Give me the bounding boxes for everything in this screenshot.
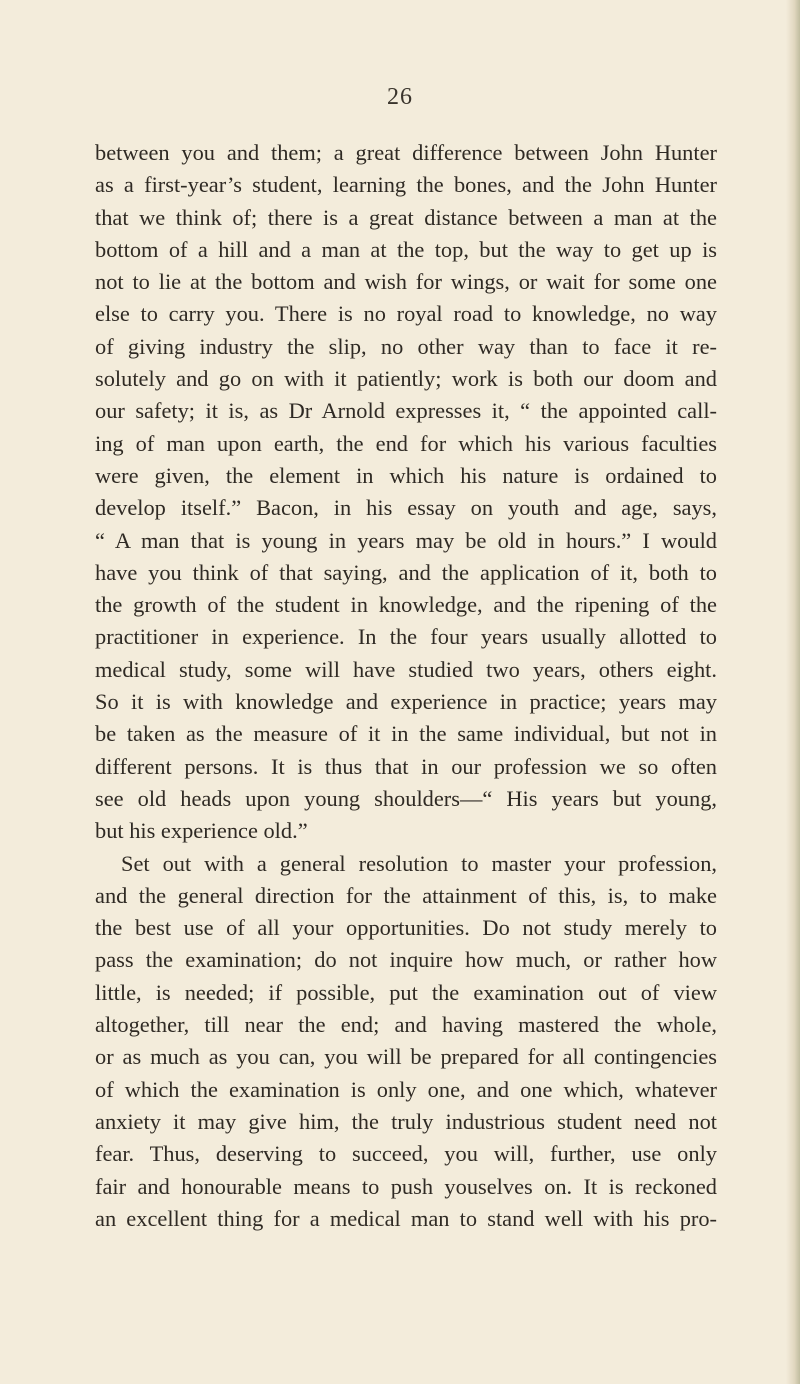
text-line: the best use of all your opportunities. Do not study merely to: [95, 915, 717, 941]
text-line: see old heads upon young shoulders—“ His years but young,: [95, 785, 717, 811]
text-line: medical study, some will have studied two years, others eight.: [95, 656, 717, 682]
text-line: different persons. It is thus that in our profession we so often: [95, 753, 717, 779]
text-line: between you and them; a great difference between John Hunter: [95, 140, 717, 165]
text-line: or as much as you can, you will be prepared for all contingencies: [95, 1044, 717, 1070]
text-line: bottom of a hill and a man at the top, but the way to get up is: [95, 236, 717, 262]
text-line: as a first-year’s student, learning the bones, and the John Hunter: [95, 172, 717, 198]
text-line: were given, the element in which his nature is ordained to: [95, 462, 717, 488]
text-line: ing of man upon earth, the end for which his various faculties: [95, 430, 717, 456]
text-line: solutely and go on with it patiently; work is both our doom and: [95, 366, 717, 392]
text-line: fair and honourable means to push youselves on. It is reckoned: [95, 1173, 717, 1199]
text-line: of giving industry the slip, no other way than to face it re-: [95, 333, 717, 359]
text-line: and the general direction for the attainment of this, is, to make: [95, 882, 717, 908]
text-line: an excellent thing for a medical man to stand well with his pro-: [95, 1205, 717, 1231]
text-line: pass the examination; do not inquire how much, or rather how: [95, 947, 717, 973]
text-line: “ A man that is young in years may be old in hours.” I would: [95, 527, 717, 553]
text-line: So it is with knowledge and experience in practice; years may: [95, 689, 717, 715]
text-line: but his experience old.”: [95, 818, 308, 844]
text-line: our safety; it is, as Dr Arnold expresses it, “ the appointed call-: [95, 398, 717, 424]
text-line: have you think of that saying, and the application of it, both to: [95, 559, 717, 585]
text-line: practitioner in experience. In the four years usually allotted to: [95, 624, 717, 650]
text-line: be taken as the measure of it in the same individual, but not in: [95, 721, 717, 747]
page-number: 26: [387, 84, 413, 110]
text-line: Set out with a general resolution to master your profession,: [121, 850, 717, 876]
text-line: develop itself.” Bacon, in his essay on youth and age, says,: [95, 495, 717, 521]
text-line: anxiety it may give him, the truly industrious student need not: [95, 1108, 717, 1134]
text-line: the growth of the student in knowledge, and the ripening of the: [95, 592, 717, 618]
page-edge-shadow: [786, 0, 800, 1384]
body-text: [95, 137, 717, 1235]
text-line: fear. Thus, deserving to succeed, you will, further, use only: [95, 1141, 717, 1167]
text-line: not to lie at the bottom and wish for wings, or wait for some one: [95, 269, 717, 295]
text-line: that we think of; there is a great distance between a man at the: [95, 204, 717, 230]
text-line: else to carry you. There is no royal road to knowledge, no way: [95, 301, 717, 327]
text-line: altogether, till near the end; and having mastered the whole,: [95, 1012, 717, 1038]
text-line: of which the examination is only one, and one which, whatever: [95, 1076, 717, 1102]
text-line: little, is needed; if possible, put the examination out of view: [95, 979, 717, 1005]
